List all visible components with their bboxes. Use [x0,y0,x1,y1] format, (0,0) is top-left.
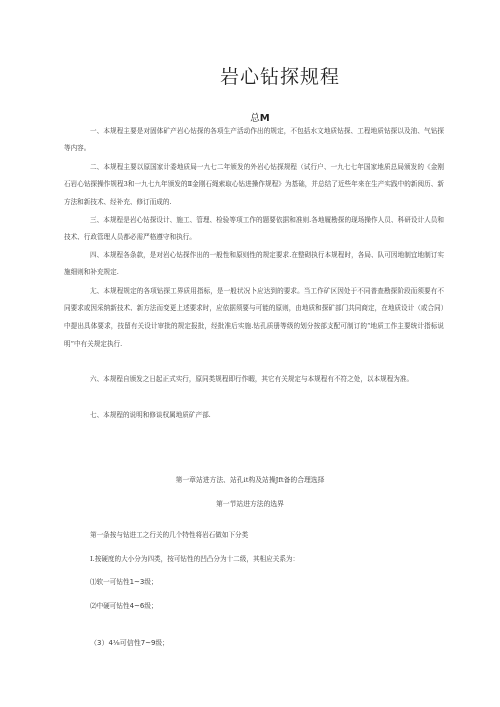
paragraph-6: 六、本规程自颁发之日起正式实行，原同类规程即行作暇，其它有关规定与本规程有不符之处，以本规程为准。 [90,374,414,383]
sub-item-1-prefix: ⑴软一可钻性 [90,578,130,586]
sub-item-1-range: 1~3 [129,578,145,586]
paragraph-7: 七、本规程的说明和修谈权属地质矿产部. [90,410,211,419]
general-label-latin: M [259,113,270,124]
sub-item-3-range: 7~9 [140,639,156,647]
sub-item-2-range: 4~6 [129,602,145,610]
sub-item-3-suffix: 级； [155,639,169,647]
section-title: 第一节站进方法的选界 [216,500,284,508]
sub-item-1-suffix: 级； [144,578,158,586]
sub-item-3-prefix: （3）4⅛可信性 [90,639,141,647]
sub-item-2-suffix: 级； [144,602,158,610]
chapter-title: 第一章站进方法、站孔it构及站操Jft备的合理选择 [175,476,325,484]
sub-item-2-prefix: ⑵中硬可钻性 [90,602,130,610]
item-1: Ⅰ.按硬度的大小分为四类，按可钻性的凹凸分为十二级，其相应关系为： [90,555,300,563]
paragraph-3: 三、本规程是岩心钻探设计、施工、管理、检验等项工作的题要依据和准则.各地履勘探的现场操作人员、科研设计人员和技术、行政管理人员都必需严格遵守和执行。 [64,215,444,242]
paragraph-5: 尢、本规程规定的各项钻探工界质用指标，是一般状况卜应达到的要求。当工作矿区因处于不同普查勘探阶段而须要有不同要求或因采纳新技术、新方法而变更上述要求时，应依据须要与可能的原则，由地质和探矿部门共同商定，在地质设计（或合同）中提出具体要求，技留有关设计审批的规定报批，经批准后实施.钻孔质册等级的划分按部支配可制订的“地质工作主要统计指标说明”中有关规定执行. [64,286,444,348]
document-title: 岩心钻探规程 [219,66,340,88]
sub-item-3 [90,637,169,648]
paragraph-2: 二、本规程主要以原国家计委地质局一九七二年颁发的外岩心钻探规程（试行户、一九七七年国家地质总局颁发的《金刚石岩心钻探操作规程3和一九七九年颁发的Ⅱ金刚石绳索取心钻进操作规程》为基础，并总结了近些年来在生产实践中的新阅历、新方法和新技术、经补充、修订而成的. [64,162,444,207]
paragraph-1: 一、本规程主要是对固体矿产岩心钻探的各项生产活动作出的规定，不包括水文地质钻探、工程地质钻探以及油、气钻探等内容。 [64,126,444,153]
sub-item-1 [90,576,158,586]
sub-item-2 [90,600,158,610]
article-1: 第一条按与钻进工之行关的几个特性将岩石做如下分类 [90,531,249,539]
general-label: 总 [250,113,260,124]
paragraph-4: 四、本规程各条款，是对岩心钻探作出的一般性和原则性的规定要求.在整砌执行本规程时，各局、队可因地制宜地制订实施细则和补充规定. [64,250,444,277]
